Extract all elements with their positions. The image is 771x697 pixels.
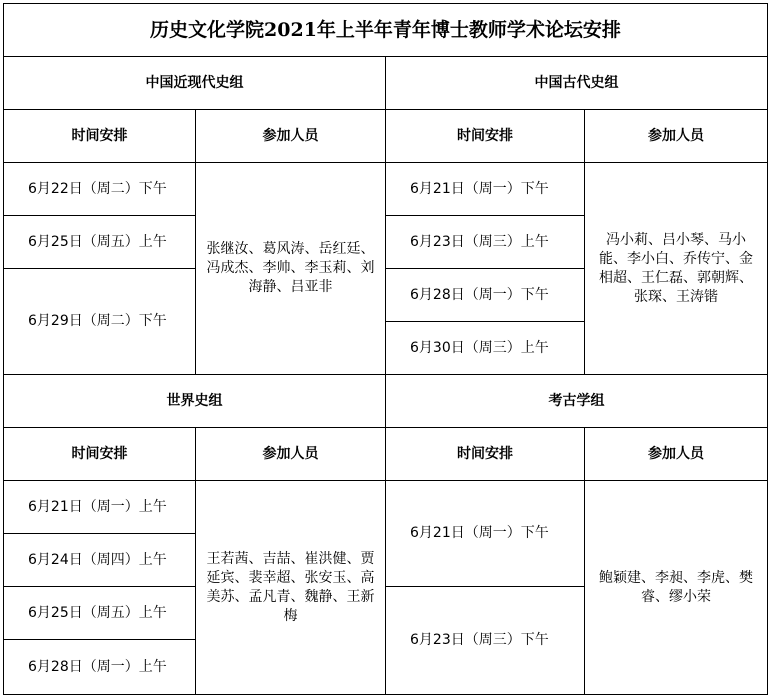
time-slot: 6月28日（周一）上午 xyxy=(4,640,196,694)
time-slot: 6月22日（周二）下午 xyxy=(4,163,196,216)
header-time: 时间安排 xyxy=(386,428,585,481)
page-title: 历史文化学院2021年上半年青年博士教师学术论坛安排 xyxy=(4,4,767,57)
header-people: 参加人员 xyxy=(585,428,767,481)
header-people: 参加人员 xyxy=(585,110,767,163)
group-title-ancient-china: 中国古代史组 xyxy=(386,57,767,110)
group-title-world-history: 世界史组 xyxy=(4,375,386,428)
time-slot: 6月25日（周五）上午 xyxy=(4,587,196,640)
time-slot: 6月29日（周二）下午 xyxy=(4,269,196,375)
participants: 张继汝、葛风涛、岳红廷、冯成杰、李帅、李玉莉、刘海静、吕亚非 xyxy=(196,163,386,375)
time-slot: 6月21日（周一）下午 xyxy=(386,163,585,216)
header-time: 时间安排 xyxy=(4,428,196,481)
header-time: 时间安排 xyxy=(4,110,196,163)
header-people: 参加人员 xyxy=(196,110,386,163)
time-slot: 6月21日（周一）下午 xyxy=(386,481,585,587)
time-slot: 6月25日（周五）上午 xyxy=(4,216,196,269)
header-time: 时间安排 xyxy=(386,110,585,163)
forum-schedule-table xyxy=(3,3,768,695)
group-title-archaeology: 考古学组 xyxy=(386,375,767,428)
participants: 冯小莉、吕小琴、马小能、李小白、乔传宁、金相超、王仁磊、郭朝辉、张琛、王涛锴 xyxy=(585,163,767,375)
time-slot: 6月21日（周一）上午 xyxy=(4,481,196,534)
group-title-modern-china: 中国近现代史组 xyxy=(4,57,386,110)
participants: 王若茜、吉喆、崔洪健、贾延宾、裴幸超、张安玉、高美苏、孟凡青、魏静、王新梅 xyxy=(196,481,386,694)
time-slot: 6月24日（周四）上午 xyxy=(4,534,196,587)
time-slot: 6月23日（周三）下午 xyxy=(386,587,585,694)
participants: 鲍颖建、李昶、李虎、樊睿、缪小荣 xyxy=(599,569,753,605)
header-people: 参加人员 xyxy=(196,428,386,481)
time-slot: 6月23日（周三）上午 xyxy=(386,216,585,269)
time-slot: 6月28日（周一）下午 xyxy=(386,269,585,322)
time-slot: 6月30日（周三）上午 xyxy=(386,322,585,375)
